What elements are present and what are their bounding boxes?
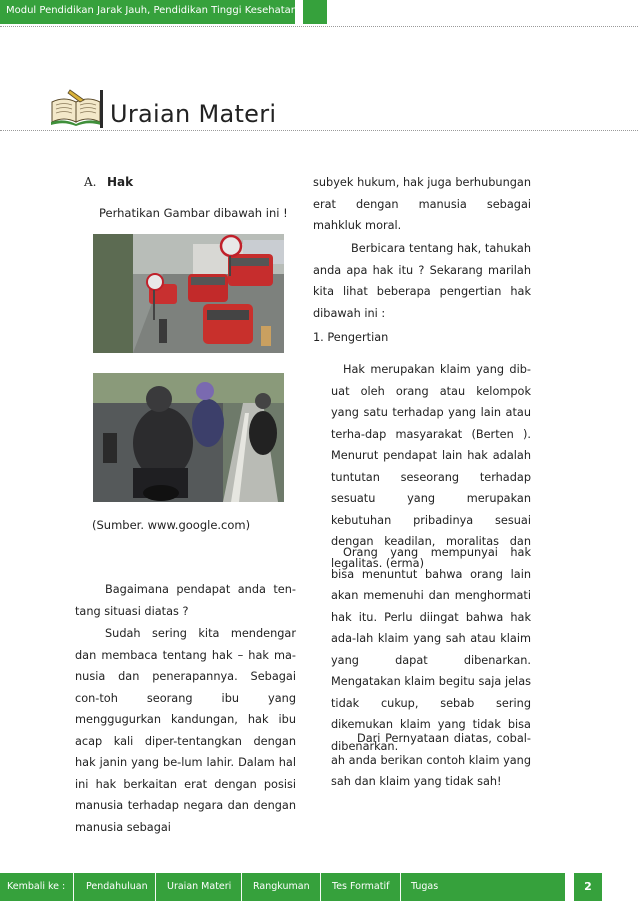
left-paragraph-2: Sudah sering kita mendengar dan membaca tentang hak – hak ma-nusia dan penerapannya. Sebagai con-toh seorang ibu yang menggugurkan kandungan, hak ibu acap kali diper-tentangkan dengan hak janin yang be-lum lahir. Dalam hal ini hak berkaitan erat dengan posisi manusia terhadap negara dan dengan manusia sebagai [75,627,296,834]
instruction-text: Perhatikan Gambar dibawah ini ! [99,206,288,220]
open-book-icon [50,88,102,126]
module-title: Modul Pendidikan Jarak Jauh, Pendidikan Tinggi Kesehatan [6,5,298,16]
list-heading: 1. Pengertian [313,331,389,344]
nav-separator [73,873,74,901]
title-divider [0,130,638,131]
header-accent-box [303,0,327,24]
right-paragraph-2: Berbicara tentang hak, tahukah anda apa hak itu ? Sekarang marilah kita lihat beberapa pengertian hak dibawah ini : [313,242,531,320]
motorcycle-photo [93,373,284,502]
subheading-letter: A. [84,175,97,189]
right-paragraph-1: subyek hukum, hak juga berhubungan erat dengan manusia sebagai mahkluk moral. [313,176,531,232]
nav-tes-formatif[interactable]: Tes Formatif [332,881,390,892]
nav-tugas[interactable]: Tugas [411,881,439,892]
nav-rangkuman[interactable]: Rangkuman [253,881,310,892]
nav-separator [241,873,242,901]
back-label: Kembali ke : [7,881,66,892]
right-paragraph-5: Dari Pernyataan diatas, cobal-ah anda berikan contoh klaim yang sah dan klaim yang tidak sah! [331,732,532,788]
nav-separator [155,873,156,901]
header-bar [0,0,298,24]
nav-uraian-materi[interactable]: Uraian Materi [167,881,232,892]
page-number: 2 [574,873,602,901]
nav-separator [320,873,321,901]
image-source: (Sumber. www.google.com) [92,518,251,532]
nav-separator [400,873,401,901]
left-paragraph-1: Bagaimana pendapat anda ten-tang situasi diatas ? [75,583,296,618]
page-title: Uraian Materi [110,100,277,128]
header-divider [0,26,638,27]
nav-pendahuluan[interactable]: Pendahuluan [86,881,148,892]
traffic-photo [93,234,284,353]
subheading-title: Hak [107,175,134,189]
right-paragraph-3: Hak merupakan klaim yang dib-uat oleh orang atau kelompok yang satu terhadap yang lain atau terha-dap masyarakat (Berten ). Menurut pendapat lain hak adalah tuntutan seseorang terhadap sesuatu yang merupakan kebutuhan pribadinya sesuai dengan keadilan, moralitas dan legalitas. (erma) [331,363,531,570]
title-separator [100,90,103,128]
right-paragraph-4: Orang yang mempunyai hak bisa menuntut bahwa orang lain akan memenuhi dan menghormati hak itu. Perlu diingat bahwa hak ada-lah klaim yang sah atau klaim yang dapat dibenarkan. Mengatakan klaim begitu saja jelas tidak cukup, sebab sering dikemukan klaim yang tidak bisa dibenarkan. [331,546,531,753]
